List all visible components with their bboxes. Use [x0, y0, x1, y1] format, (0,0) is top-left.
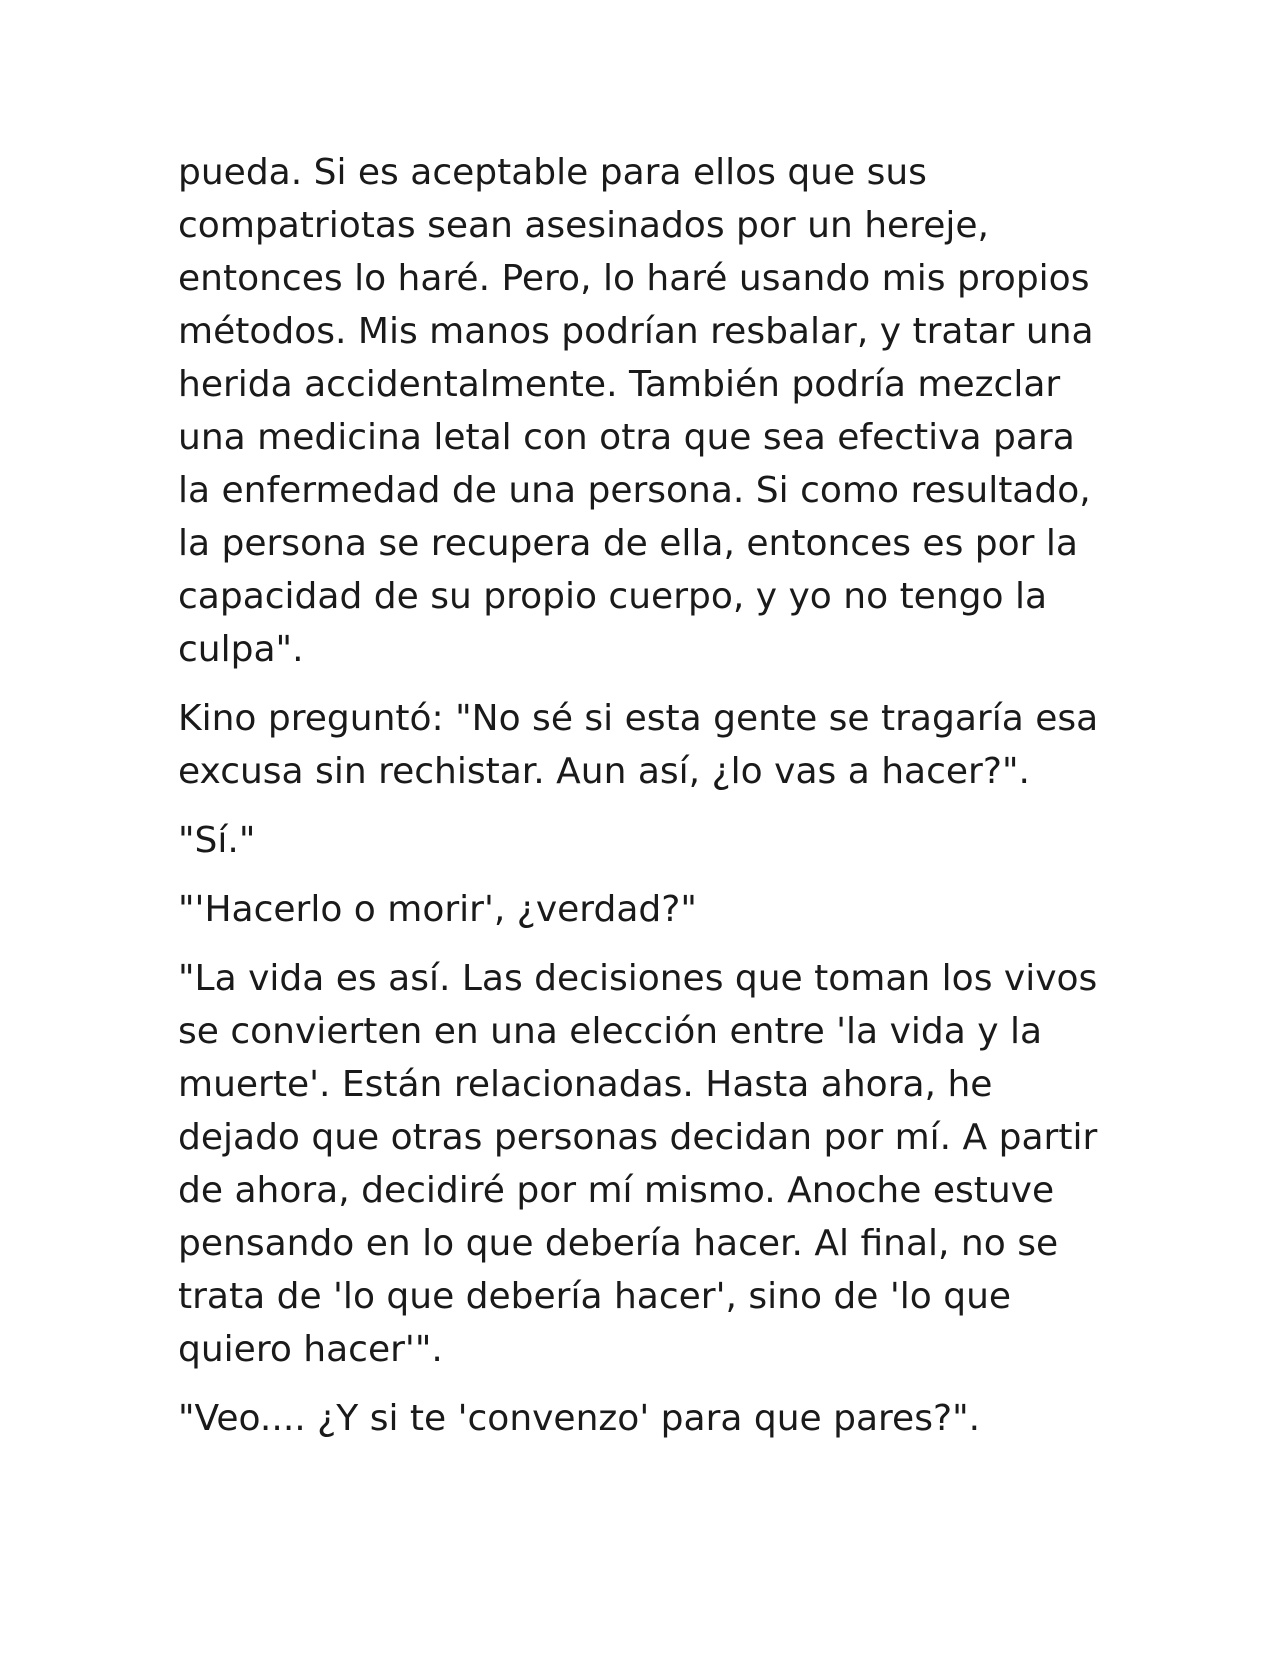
paragraph-1: pueda. Si es aceptable para ellos que sus compatriotas sean asesinados por un hereje, entonces lo haré. Pero, lo haré usando mis propios métodos. Mis manos podrían resbalar, y tratar una herida accidentalmente. También podría mezclar una medicina letal con otra que sea efectiva para la enfermedad de una persona. Si como resultado, la persona se recupera de ella, entonces es por la capacidad de su propio cuerpo, y yo no tengo la culpa". [178, 152, 1094, 670]
paragraph-3: "Sí." [178, 820, 256, 861]
paragraph-4: "'Hacerlo o morir', ¿verdad?" [178, 889, 697, 930]
paragraph-6: "Veo.... ¿Y si te 'convenzo' para que pares?". [178, 1398, 981, 1439]
paragraph-2: Kino preguntó: "No sé si esta gente se tragaría esa excusa sin rechistar. Aun así, ¿lo vas a hacer?". [178, 698, 1099, 792]
paragraph-5: "La vida es así. Las decisiones que toman los vivos se convierten en una elección entre 'la vida y la muerte'. Están relacionadas. Hasta ahora, he dejado que otras personas decidan por mí. A partir de ahora, decidiré por mí mismo. Anoche estuve pensando en lo que debería hacer. Al final, no se trata de 'lo que debería hacer', sino de 'lo que quiero hacer'". [178, 958, 1098, 1370]
document-page [178, 146, 1108, 1461]
